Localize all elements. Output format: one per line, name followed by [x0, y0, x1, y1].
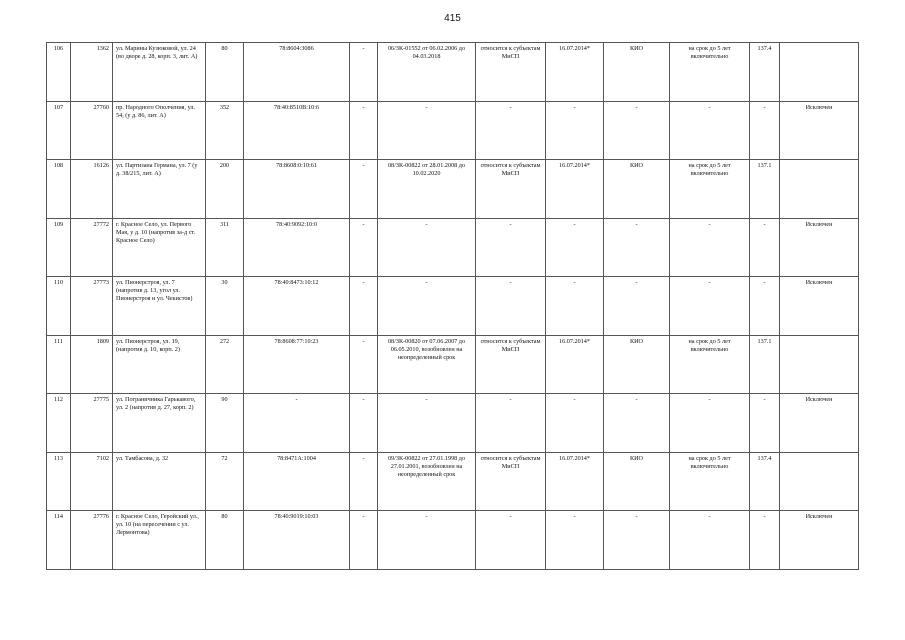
cell-smb-status: -	[476, 394, 546, 453]
table-row	[47, 394, 859, 453]
cell-contract: 08/ЗК-00822 от 28.01.2008 до 10.02.2020	[378, 160, 476, 219]
cell-area: 90	[206, 394, 244, 453]
cell-cadastral-number: 78:8608:0:10:61	[244, 160, 350, 219]
cell-contract: -	[378, 511, 476, 570]
cell-area: 72	[206, 452, 244, 511]
cell-area: 311	[206, 218, 244, 277]
cell-cadastral-number: 78:8604:3086	[244, 43, 350, 102]
cell-cadastral-number: 78:40:9019:10:03	[244, 511, 350, 570]
table-row	[47, 335, 859, 394]
cell-col-dash: -	[350, 335, 378, 394]
cell-cadastral-number: 78:40:9092:10:0	[244, 218, 350, 277]
cell-note	[780, 452, 859, 511]
cell-note	[780, 43, 859, 102]
cell-authority: -	[604, 277, 670, 336]
cell-authority: -	[604, 511, 670, 570]
cell-term: на срок до 5 лет включительно	[670, 452, 750, 511]
cell-address: г. Красное Село, Геройский ул., ул. 10 (на пересечении с ул. Лермонтова)	[113, 511, 206, 570]
cell-col-dash: -	[350, 511, 378, 570]
cell-object-id: 27776	[71, 511, 113, 570]
cell-area: 80	[206, 511, 244, 570]
table-row	[47, 218, 859, 277]
cell-date: 16.07.2014*	[546, 43, 604, 102]
cell-row-number: 106	[47, 43, 71, 102]
cell-value: -	[750, 394, 780, 453]
cell-term: -	[670, 511, 750, 570]
cell-date: -	[546, 277, 604, 336]
cell-area: 200	[206, 160, 244, 219]
cell-value: -	[750, 101, 780, 160]
cell-note: Исключен	[780, 511, 859, 570]
cell-area: 272	[206, 335, 244, 394]
cell-address: ул. Тамбасова, д. 32	[113, 452, 206, 511]
page-number: 415	[444, 13, 461, 24]
cell-cadastral-number: 78:40:8473:10:12	[244, 277, 350, 336]
cell-contract: 06/ЗК-01552 от 06.02.2006 до 04.03.2018	[378, 43, 476, 102]
cell-note: Исключен	[780, 101, 859, 160]
cell-smb-status: -	[476, 218, 546, 277]
table-row	[47, 160, 859, 219]
cell-cadastral-number: 78:40:8510В:10:6	[244, 101, 350, 160]
cell-date: -	[546, 218, 604, 277]
table-row	[47, 101, 859, 160]
cell-object-id: 16126	[71, 160, 113, 219]
cell-date: 16.07.2014*	[546, 335, 604, 394]
cell-authority: КИО	[604, 160, 670, 219]
cell-row-number: 111	[47, 335, 71, 394]
cell-object-id: 27775	[71, 394, 113, 453]
cell-authority: -	[604, 101, 670, 160]
cell-address: г. Красное Село, ул. Первого Мая, у д. 10 (напротив за-д ст. Красное Село)	[113, 218, 206, 277]
cell-area: 80	[206, 43, 244, 102]
cell-col-dash: -	[350, 394, 378, 453]
cell-contract: -	[378, 218, 476, 277]
cell-date: -	[546, 101, 604, 160]
table-row	[47, 277, 859, 336]
cell-col-dash: -	[350, 452, 378, 511]
cell-smb-status: относится к субъектам МиСП	[476, 43, 546, 102]
table-row	[47, 452, 859, 511]
cell-note	[780, 160, 859, 219]
cell-value: -	[750, 277, 780, 336]
cell-value: 137.1	[750, 160, 780, 219]
cell-contract: 09/ЗК-00822 от 27.01.1998 до 27.01.2001, возобновлен на неопределенный срок	[378, 452, 476, 511]
cell-smb-status: -	[476, 277, 546, 336]
cell-address: ул. Пионерстроя, ул. 7 (напротив д. 13, угол ул. Пионерстроя и ул. Чекистов)	[113, 277, 206, 336]
cell-authority: -	[604, 218, 670, 277]
cell-col-dash: -	[350, 277, 378, 336]
cell-term: на срок до 5 лет включительно	[670, 43, 750, 102]
cell-col-dash: -	[350, 101, 378, 160]
cell-row-number: 114	[47, 511, 71, 570]
cell-authority: КИО	[604, 335, 670, 394]
cell-term: -	[670, 218, 750, 277]
cell-cadastral-number: 78:8471A:1004	[244, 452, 350, 511]
cell-contract: -	[378, 394, 476, 453]
cell-authority: КИО	[604, 452, 670, 511]
cell-date: 16.07.2014*	[546, 452, 604, 511]
cell-object-id: 1362	[71, 43, 113, 102]
cell-cadastral-number: 78:8608:77:10:23	[244, 335, 350, 394]
cell-area: 352	[206, 101, 244, 160]
cell-note	[780, 335, 859, 394]
cell-smb-status: -	[476, 101, 546, 160]
cell-term: -	[670, 394, 750, 453]
cell-contract: 08/ЗК-00820 от 07.06.2007 до 06.05.2010, возобновлен на неопределенный срок	[378, 335, 476, 394]
cell-object-id: 27760	[71, 101, 113, 160]
table-row	[47, 511, 859, 570]
cell-object-id: 27773	[71, 277, 113, 336]
cell-date: -	[546, 394, 604, 453]
cell-smb-status: относится к субъектам МиСП	[476, 160, 546, 219]
cell-date: -	[546, 511, 604, 570]
cell-col-dash: -	[350, 160, 378, 219]
cell-address: ул. Пионерстроя, ул. 19, (напротив д. 10, корп. 2)	[113, 335, 206, 394]
cell-row-number: 112	[47, 394, 71, 453]
cell-term: на срок до 5 лет включительно	[670, 160, 750, 219]
cell-contract: -	[378, 277, 476, 336]
cell-note: Исключен	[780, 277, 859, 336]
cell-contract: -	[378, 101, 476, 160]
cell-object-id: 1809	[71, 335, 113, 394]
cell-value: -	[750, 218, 780, 277]
cell-smb-status: -	[476, 511, 546, 570]
cell-row-number: 113	[47, 452, 71, 511]
cell-smb-status: относится к субъектам МиСП	[476, 335, 546, 394]
cell-value: 137.1	[750, 335, 780, 394]
cell-col-dash: -	[350, 218, 378, 277]
cell-row-number: 110	[47, 277, 71, 336]
cell-object-id: 27772	[71, 218, 113, 277]
cell-authority: -	[604, 394, 670, 453]
cell-area: 30	[206, 277, 244, 336]
cell-address: ул. Партизана Германа, ул. 7 (у д. 38/215, лит. А)	[113, 160, 206, 219]
cell-col-dash: -	[350, 43, 378, 102]
cell-address: пр. Народного Ополчения, ул. 54, (у д. 86, лит. А)	[113, 101, 206, 160]
cell-object-id: 7102	[71, 452, 113, 511]
cell-row-number: 109	[47, 218, 71, 277]
cell-date: 16.07.2014*	[546, 160, 604, 219]
registry-table	[46, 42, 859, 570]
cell-value: -	[750, 511, 780, 570]
cell-note: Исключен	[780, 394, 859, 453]
cell-row-number: 107	[47, 101, 71, 160]
cell-term: на срок до 5 лет включительно	[670, 335, 750, 394]
cell-value: 137.4	[750, 43, 780, 102]
cell-address: ул. Марины Кузюковой, ул. 24 (во дворе д. 28, корп. 3, лит. А)	[113, 43, 206, 102]
cell-value: 137.4	[750, 452, 780, 511]
cell-cadastral-number: -	[244, 394, 350, 453]
cell-smb-status: относится к субъектам МиСП	[476, 452, 546, 511]
table-row	[47, 43, 859, 102]
cell-term: -	[670, 277, 750, 336]
cell-note: Исключен	[780, 218, 859, 277]
cell-term: -	[670, 101, 750, 160]
cell-row-number: 108	[47, 160, 71, 219]
cell-address: ул. Пограничника Гарькавого, ул. 2 (напротив д. 27, корп. 2)	[113, 394, 206, 453]
cell-authority: КИО	[604, 43, 670, 102]
